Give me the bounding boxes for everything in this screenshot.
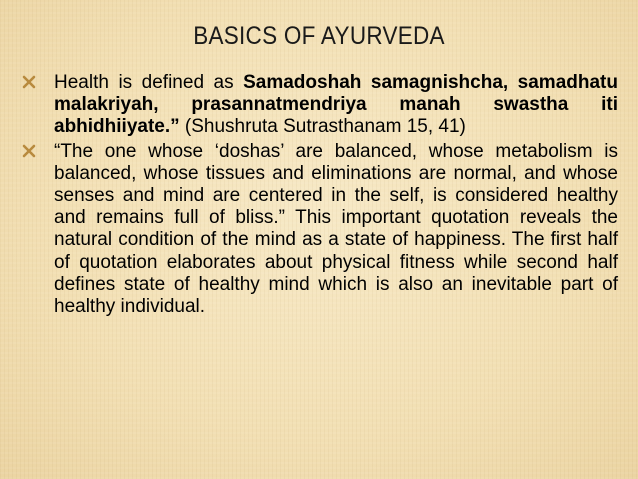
citation-text: (Shushruta Sutrasthanam 15, 41) [179,116,466,138]
sanskrit-verse-text: Samadoshah samagnishcha, samadhatu malakriyah, prasannatmendriya manah swastha iti abhidhiiyate.” [54,72,618,138]
bullet-prefix-text: Health is defined as [54,72,244,93]
bullet-list [20,72,618,320]
bullet-item-health-definition [20,72,618,139]
slide-title: BASICS OF AYURVEDA [193,22,445,50]
translation-text: “The one whose ‘doshas’ are balanced, whose metabolism is balanced, whose tissues and eliminations are normal, and whose senses and mind are centered in the self, is considered healthy and remains full of bliss.” This important quotation reveals the natural condition of the mind as a state of happiness. The first half of quotation elaborates about physical fitness while second half defines state of healthy mind which is also an inevitable part of healthy individual. [54,140,618,318]
bullet-item-translation [20,141,618,319]
x-bullet-icon [22,144,36,158]
x-bullet-icon [22,75,36,89]
